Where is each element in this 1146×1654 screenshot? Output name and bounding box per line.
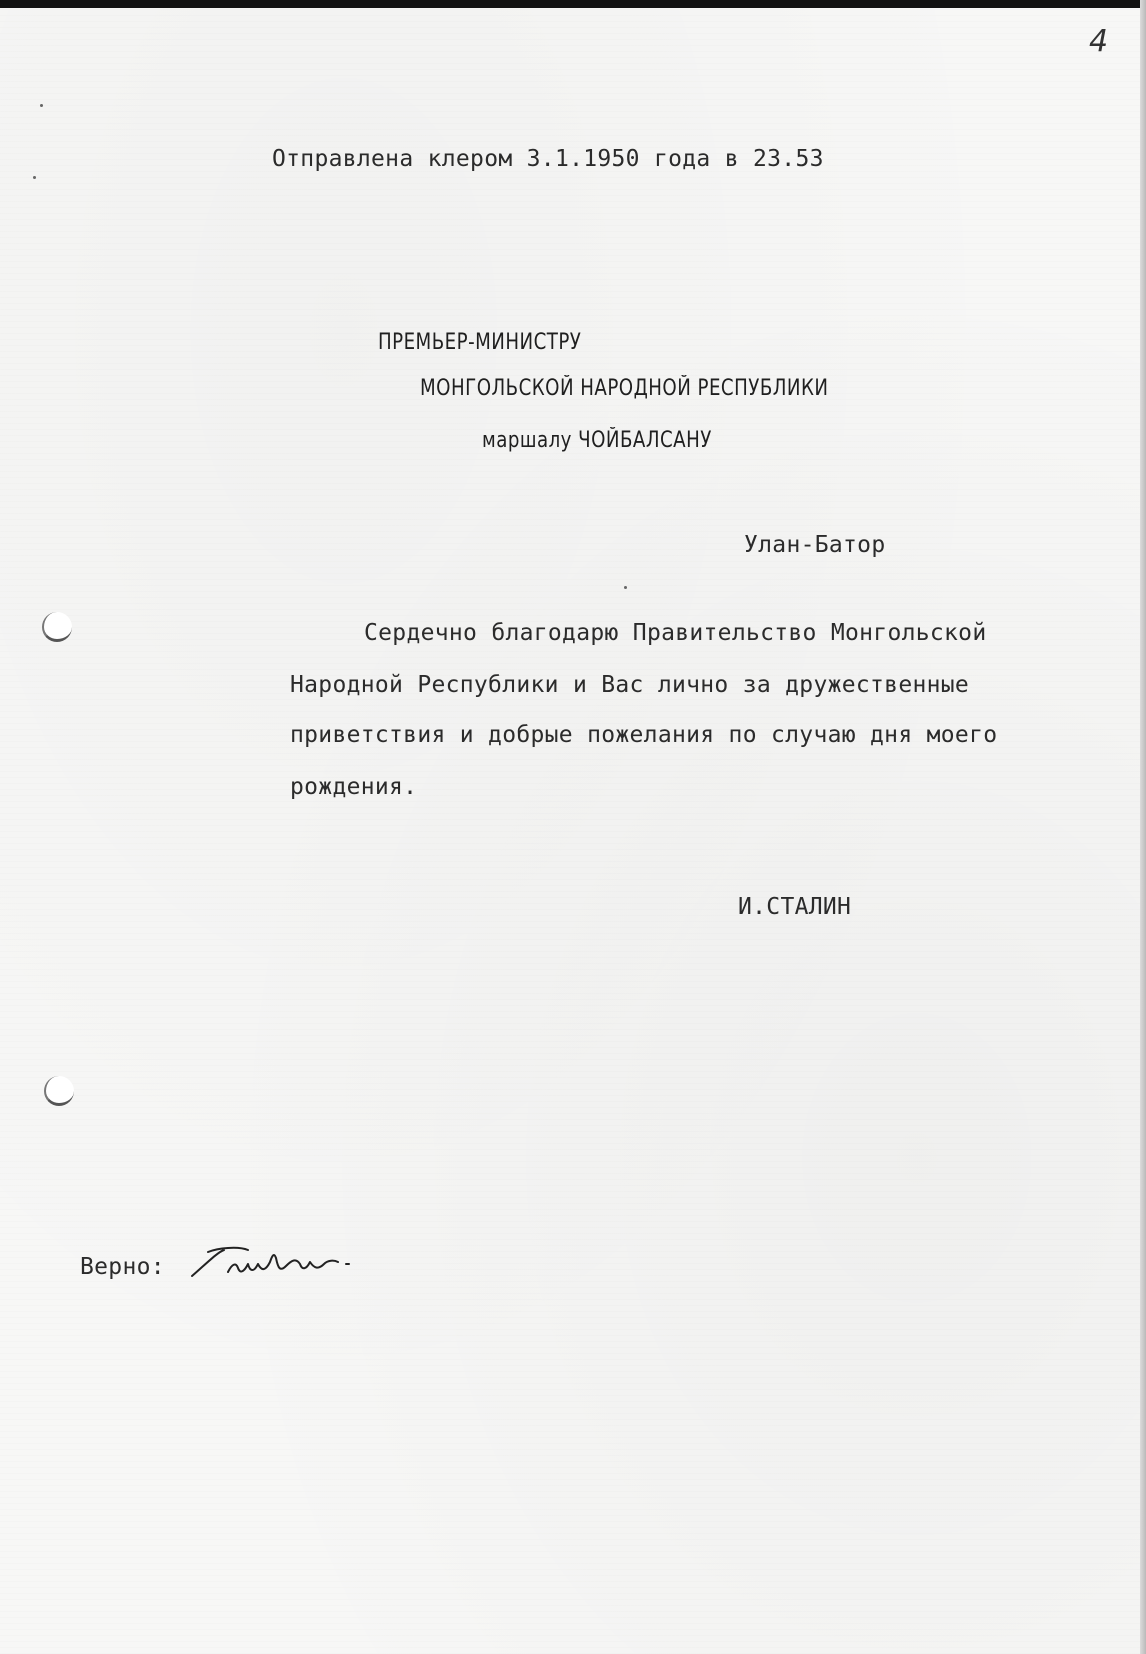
certified-label: Верно: xyxy=(80,1254,165,1280)
addressee-name: маршалу ЧОЙБАЛСАНУ xyxy=(482,428,712,453)
paper-speck xyxy=(40,104,43,107)
addressee-title: ПРЕМЬЕР-МИНИСТРУ xyxy=(378,330,582,355)
page-number: 4 xyxy=(1089,24,1109,59)
signatory: И.СТАЛИН xyxy=(738,894,852,920)
page-right-edge xyxy=(1140,0,1146,1654)
body-line: приветствия и добрые пожелания по случаю дня моего xyxy=(290,722,998,748)
punch-hole-icon xyxy=(42,612,72,642)
handwritten-signature xyxy=(188,1242,388,1282)
body-line: Сердечно благодарю Правительство Монгольской xyxy=(364,620,987,646)
transmission-note: Отправлена клером 3.1.1950 года в 23.53 xyxy=(272,146,824,172)
page-top-edge xyxy=(0,0,1146,8)
city: Улан-Батор xyxy=(744,532,886,558)
punch-hole-icon xyxy=(44,1076,74,1106)
paper-speck xyxy=(33,176,36,179)
addressee-country: МОНГОЛЬСКОЙ НАРОДНОЙ РЕСПУБЛИКИ xyxy=(420,376,829,401)
paper-speck xyxy=(624,586,627,589)
body-line: Народной Республики и Вас лично за дружественные xyxy=(290,672,970,698)
body-line: рождения. xyxy=(290,774,418,800)
